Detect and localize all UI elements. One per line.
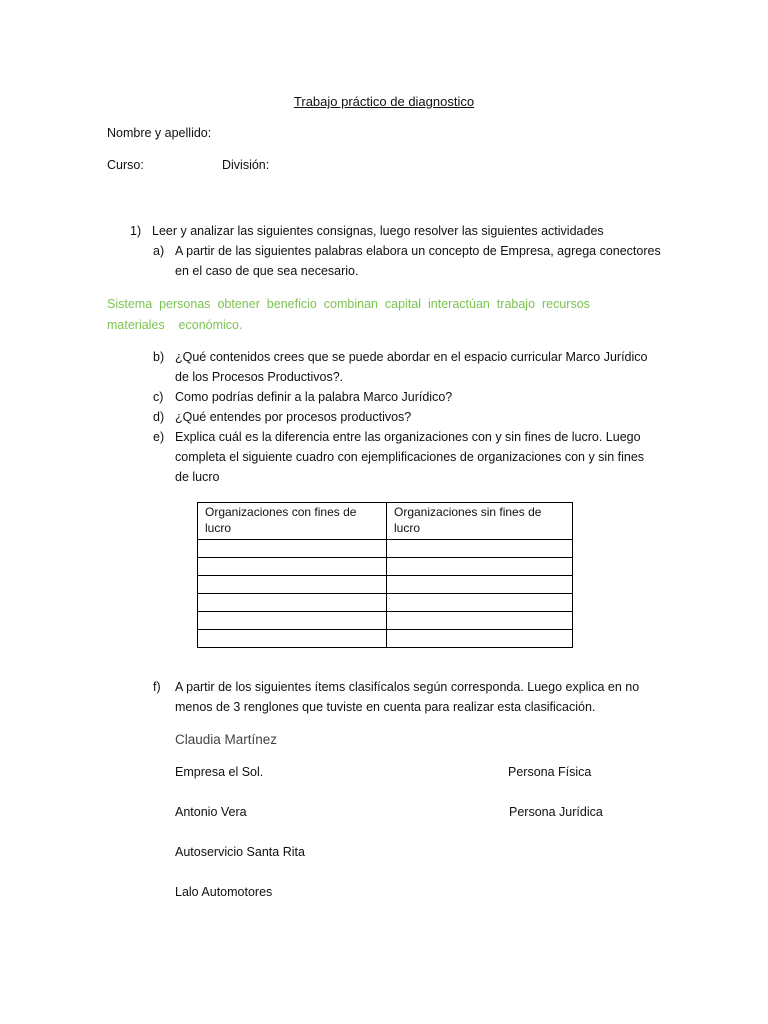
table-cell-non-profit[interactable]: [387, 576, 573, 594]
table-cell-for-profit[interactable]: [198, 576, 387, 594]
table-row: [198, 540, 573, 558]
classify-item-2: Antonio Vera: [175, 805, 247, 819]
table-cell-non-profit[interactable]: [387, 612, 573, 630]
table-header-row: [198, 503, 573, 540]
name-field-label: Nombre y apellido:: [107, 126, 212, 140]
item-e-line3: de lucro: [175, 470, 220, 484]
table-cell-for-profit[interactable]: [198, 612, 387, 630]
item-f-line2: menos de 3 renglones que tuviste en cuenta para realizar esta clasificación.: [175, 700, 596, 714]
table-row: [198, 612, 573, 630]
category-persona-juridica: Persona Jurídica: [509, 805, 603, 819]
student-name: Claudia Martínez: [175, 732, 278, 747]
course-field-label: Curso:: [107, 158, 144, 172]
table-row: [198, 558, 573, 576]
item-f-line1: A partir de los siguientes ítems clasifícalos según corresponda. Luego explica en no: [175, 680, 640, 694]
item-a-line1: A partir de las siguientes palabras elabora un concepto de Empresa, agrega conectores: [175, 244, 661, 258]
table-cell-non-profit[interactable]: [387, 558, 573, 576]
item-e-marker: e): [153, 430, 165, 444]
classify-item-3: Autoservicio Santa Rita: [175, 845, 305, 859]
table-header-for-profit: Organizaciones con fines de lucro: [198, 503, 387, 540]
table-cell-non-profit[interactable]: [387, 594, 573, 612]
table-row: [198, 576, 573, 594]
classify-item-1: Empresa el Sol.: [175, 765, 264, 779]
table-body: [198, 540, 573, 648]
table-row: [198, 630, 573, 648]
item-d-marker: d): [153, 410, 165, 424]
item-a-marker: a): [153, 244, 165, 258]
item-1-text: Leer y analizar las siguientes consignas, luego resolver las siguientes actividades: [152, 224, 604, 238]
item-d-text: ¿Qué entendes por procesos productivos?: [175, 410, 412, 424]
category-persona-fisica: Persona Física: [508, 765, 592, 779]
table-row: [198, 594, 573, 612]
classify-item-4: Lalo Automotores: [175, 885, 273, 899]
table-cell-for-profit[interactable]: [198, 630, 387, 648]
item-b-line1: ¿Qué contenidos crees que se puede abordar en el espacio curricular Marco Jurídico: [175, 350, 648, 364]
item-1-number: 1): [130, 224, 142, 238]
page-title: Trabajo práctico de diagnostico: [293, 94, 475, 109]
item-a-line2: en el caso de que sea necesario.: [175, 264, 359, 278]
item-c-marker: c): [153, 390, 164, 404]
organizations-table: [197, 502, 573, 648]
table-header-non-profit: Organizaciones sin fines de lucro: [387, 503, 573, 540]
item-e-line2: completa el siguiente cuadro con ejemplificaciones de organizaciones con y sin fines: [175, 450, 645, 464]
item-f-marker: f): [153, 680, 161, 694]
item-e-line1: Explica cuál es la diferencia entre las organizaciones con y sin fines de lucro. Luego: [175, 430, 641, 444]
table-cell-for-profit[interactable]: [198, 540, 387, 558]
word-list-line2: materiales económico.: [107, 318, 243, 332]
item-b-marker: b): [153, 350, 165, 364]
table-cell-for-profit[interactable]: [198, 594, 387, 612]
table-cell-non-profit[interactable]: [387, 540, 573, 558]
division-field-label: División:: [222, 158, 270, 172]
item-b-line2: de los Procesos Productivos?.: [175, 370, 344, 384]
table-cell-non-profit[interactable]: [387, 630, 573, 648]
table-cell-for-profit[interactable]: [198, 558, 387, 576]
item-c-text: Como podrías definir a la palabra Marco Jurídico?: [175, 390, 453, 404]
word-list-line1: Sistema personas obtener beneficio combinan capital interactúan trabajo recursos: [107, 297, 590, 311]
